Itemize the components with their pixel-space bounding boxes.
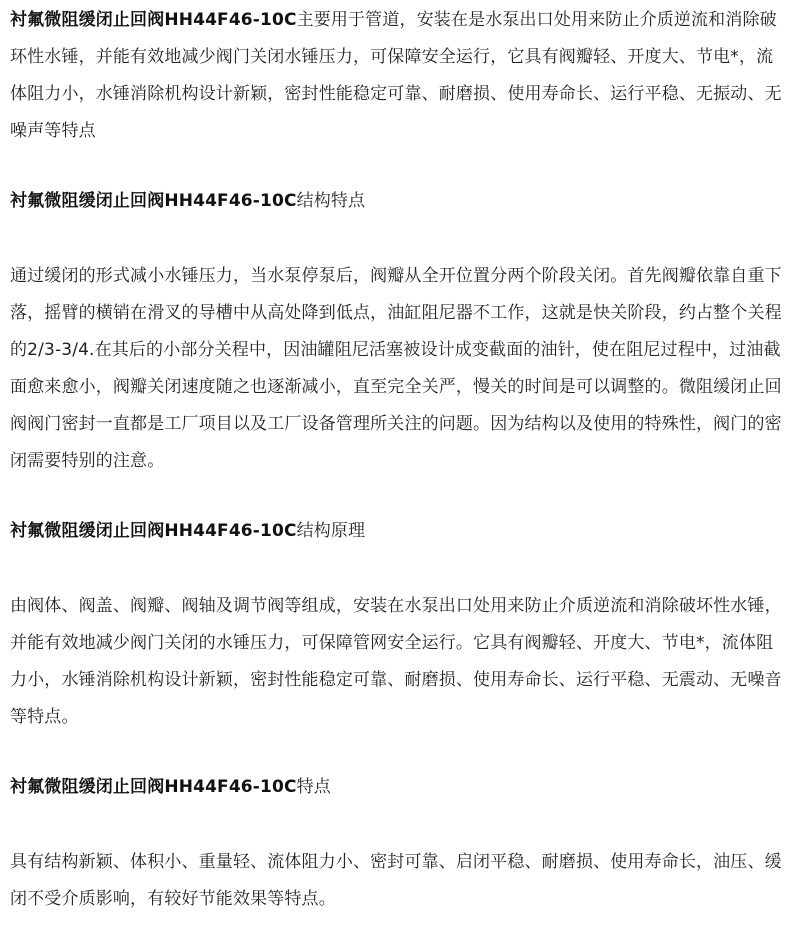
heading-suffix: 特点 xyxy=(296,777,331,797)
section-body-structure-features: 通过缓闭的形式减小水锤压力，当水泵停泵后，阀瓣从全开位置分两个阶段关闭。首先阀瓣依靠自重下落，摇臂的横销在滑叉的导槽中从高处降到低点，油缸阻尼器不工作，这就是快关阶段，约占整个关程的2/3-3/4.在其后的小部分关程中，因油罐阻尼活塞被设计成变截面的油针，使在阻尼过程中，过油截面愈来愈小，阀瓣关闭速度随之也逐渐减小，直至完全关严，慢关的时间是可以调整的。微阻缓闭止回阀阀门密封一直都是工厂项目以及工厂设备管理所关注的问题。因为结构以及使用的特殊性，阀门的密闭需要特别的注意。 xyxy=(10,266,782,471)
section-body-structure-principle: 由阀体、阀盖、阀瓣、阀轴及调节阀等组成，安装在水泵出口处用来防止介质逆流和消除破坏性水锤，并能有效地减少阀门关闭的水锤压力，可保障管网安全运行。它具有阀瓣轻、开度大、节电*，流体阻力小，水锤消除机构设计新颖，密封性能稳定可靠、耐磨损、使用寿命长、运行平稳、无震动、无噪音等特点。 xyxy=(10,596,782,727)
spacer xyxy=(10,480,790,513)
section-heading-structure-features xyxy=(10,183,790,220)
heading-model-name: 衬氟微阻缓闭止回阀HH44F46-10C xyxy=(10,191,297,211)
section-body-features: 具有结构新颖、体积小、重量轻、流体阻力小、密封可靠、启闭平稳、耐磨损、使用寿命长，油压、缓闭不受介质影响，有较好节能效果等特点。 xyxy=(10,852,782,909)
spacer xyxy=(10,150,790,183)
spacer xyxy=(10,550,790,588)
heading-model-name: 衬氟微阻缓闭止回阀HH44F46-10C xyxy=(10,777,297,797)
spacer xyxy=(10,736,790,769)
intro-paragraph xyxy=(10,2,790,150)
spacer xyxy=(10,220,790,258)
heading-suffix: 结构特点 xyxy=(296,191,366,211)
spacer xyxy=(10,806,790,844)
section-heading-features xyxy=(10,769,790,806)
heading-model-name: 衬氟微阻缓闭止回阀HH44F46-10C xyxy=(10,521,297,541)
intro-text: 主要用于管道，安装在是水泵出口处用来防止介质逆流和消除破环性水锤，并能有效地减少阀门关闭水锤压力，可保障安全运行，它具有阀瓣轻、开度大、节电*，流体阻力小，水锤消除机构设计新颖，密封性能稳定可靠、耐磨损、使用寿命长、运行平稳、无振动、无噪声等特点 xyxy=(10,10,782,141)
heading-suffix: 结构原理 xyxy=(296,521,366,541)
section-heading-structure-principle xyxy=(10,513,790,550)
intro-model-name: 衬氟微阻缓闭止回阀HH44F46-10C xyxy=(10,10,297,30)
